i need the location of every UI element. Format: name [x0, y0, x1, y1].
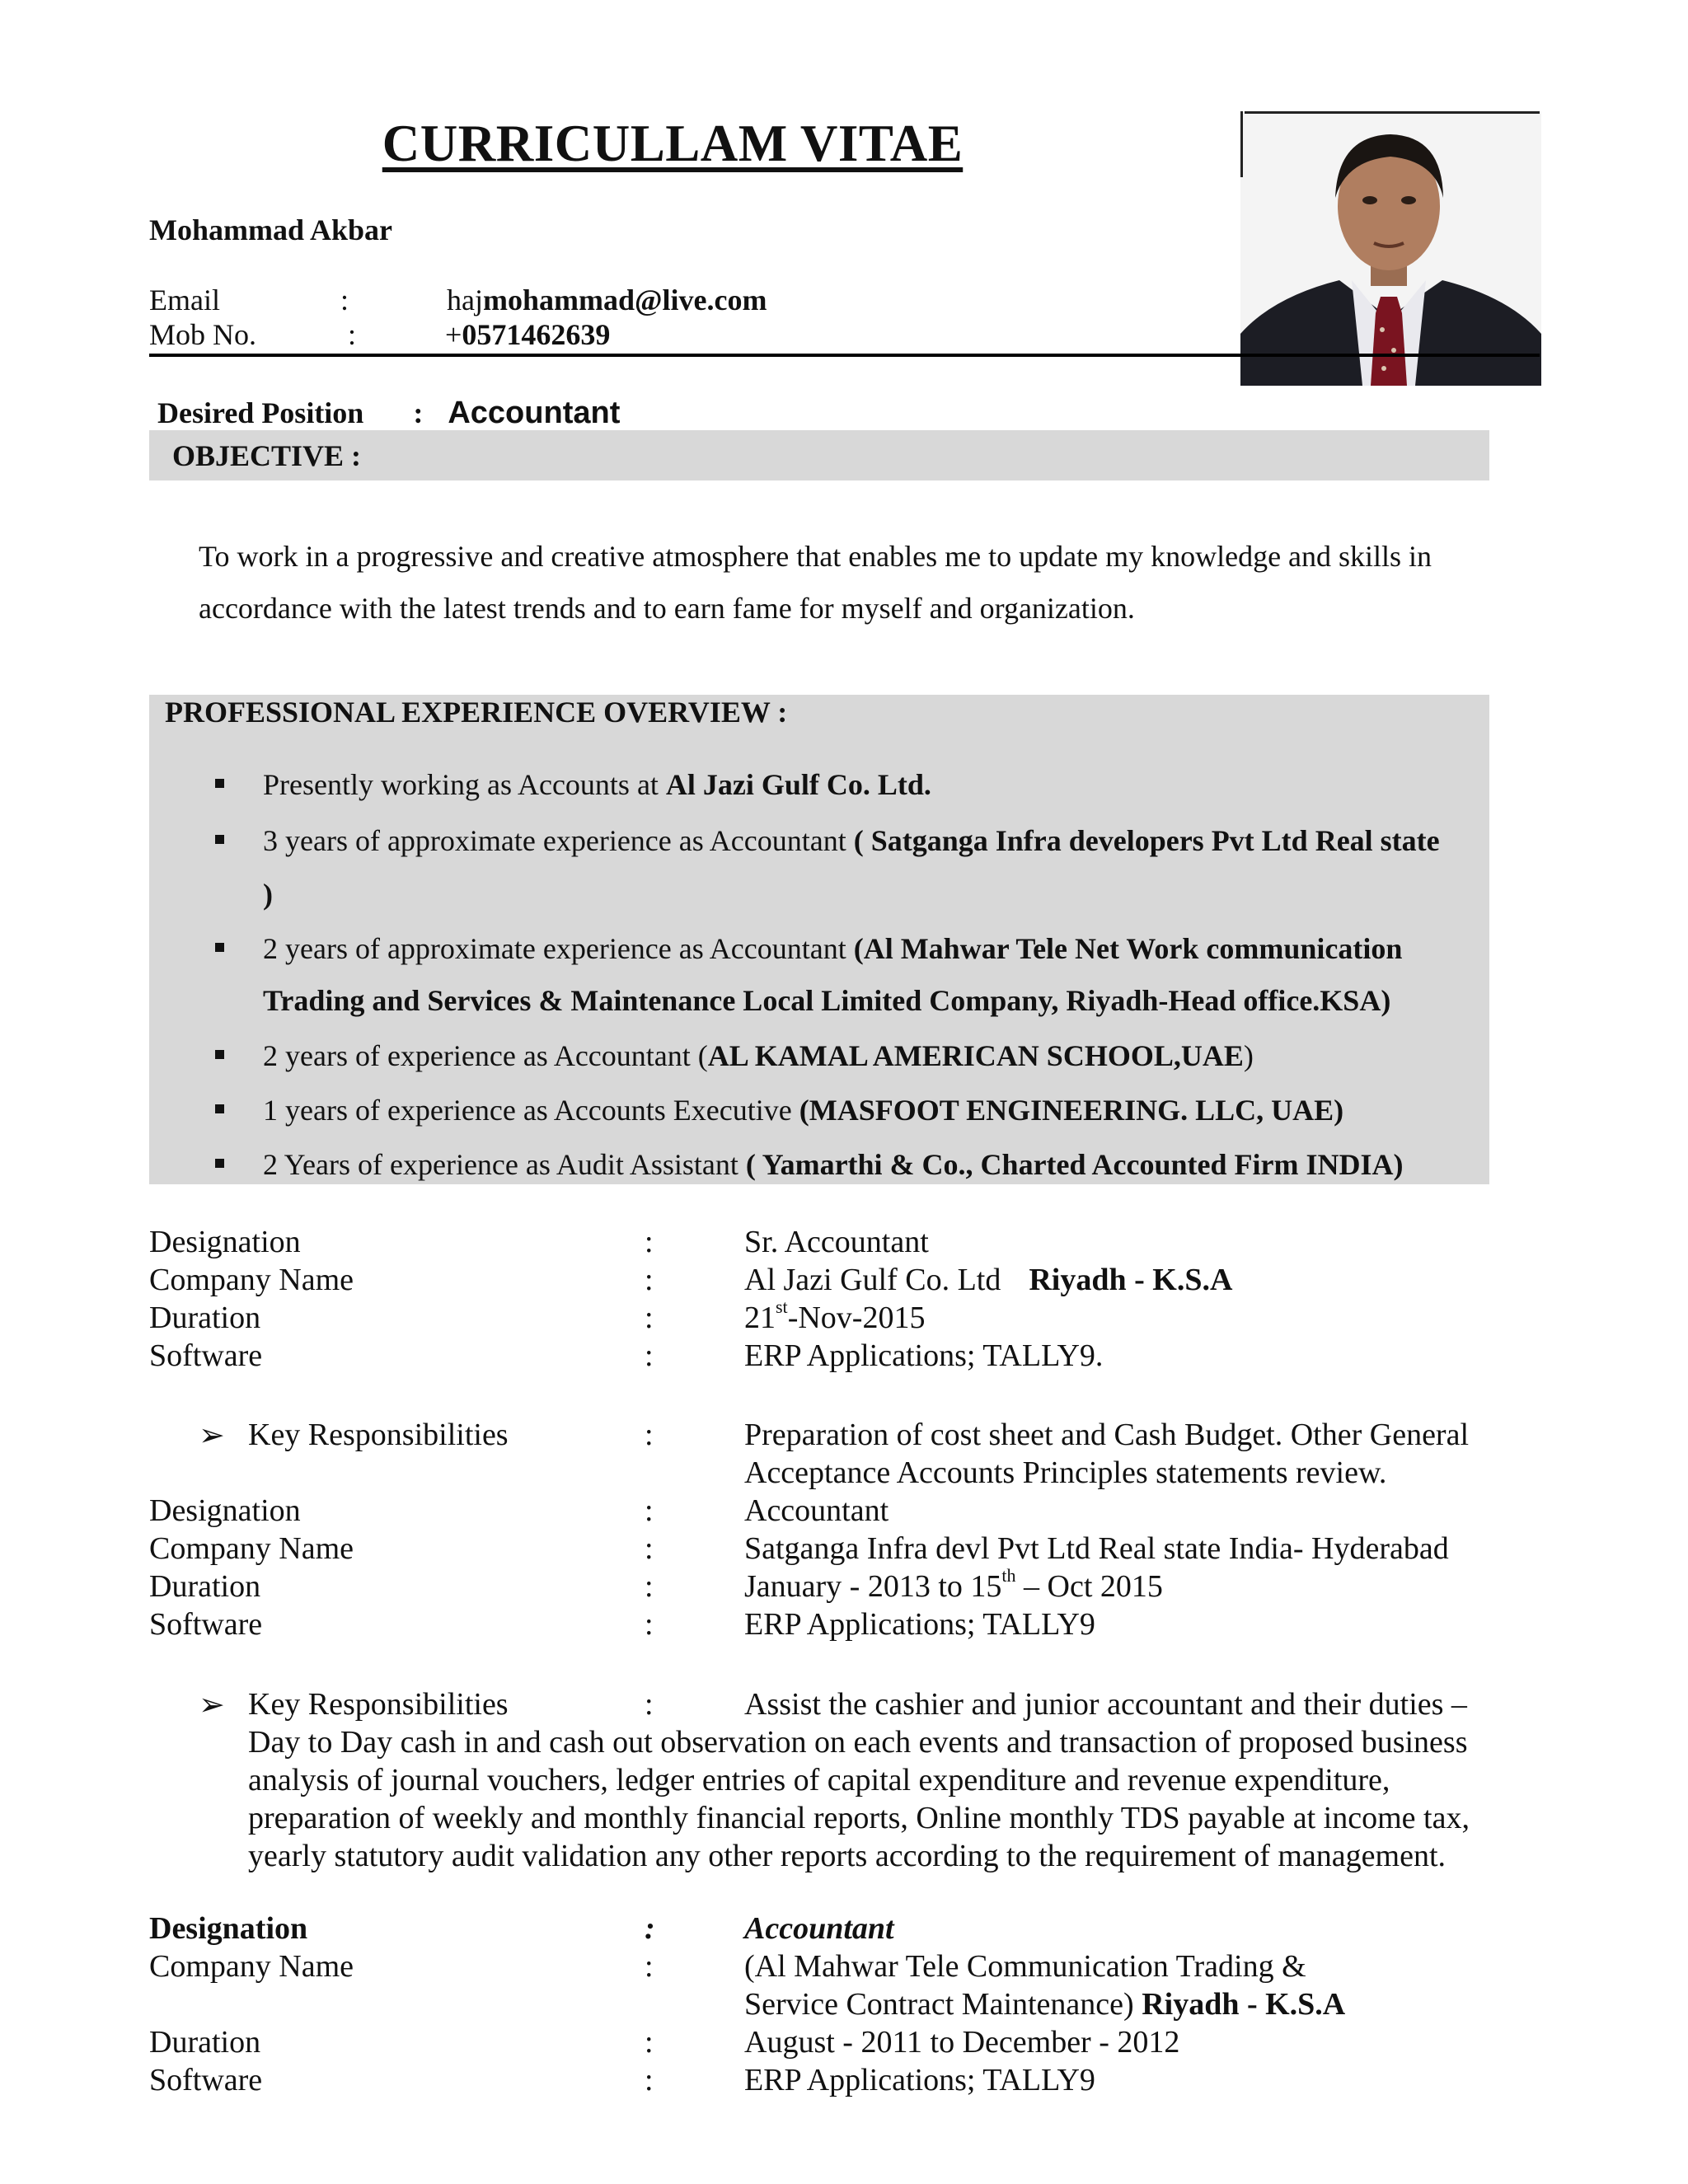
page-title: CURRICULLAM VITAE — [382, 115, 964, 172]
item-text: 2 years of experience as Accountant ( — [263, 1039, 708, 1072]
objective-header-band — [149, 430, 1489, 480]
job1-designation: Sr. Accountant — [744, 1225, 929, 1259]
objective-line-1: To work in a progressive and creative atmosphere that enables me to update my knowledge and skills in — [199, 540, 1432, 573]
item-company: (MASFOOT ENGINEERING. LLC, UAE) — [799, 1094, 1344, 1127]
email-label: Email — [149, 284, 220, 316]
objective-text — [199, 531, 1484, 635]
job3-software-colon: : — [645, 2063, 654, 2097]
arrow-bullet-icon: ➢ — [199, 1418, 225, 1453]
job1-kr-line-2: Acceptance Accounts Principles statements review. — [744, 1455, 1387, 1490]
item-text: 2 Years of experience as Audit Assistant — [263, 1148, 746, 1181]
item-text: 3 years of approximate experience as Accountant — [263, 824, 854, 857]
job2-company-label: Company Name — [149, 1531, 354, 1566]
email-colon: : — [340, 284, 349, 316]
mobile-colon: : — [348, 318, 357, 351]
job2-kr-line-4: preparation of weekly and monthly financial reports, Online monthly TDS payable at income tax, — [248, 1801, 1470, 1835]
job1-software-colon: : — [645, 1338, 654, 1373]
job1-software: ERP Applications; TALLY9. — [744, 1338, 1104, 1373]
job2-software-label: Software — [149, 1607, 263, 1642]
header-divider — [149, 354, 1540, 357]
job1-designation-colon: : — [645, 1225, 654, 1259]
job3-designation-colon: : — [645, 1911, 655, 1946]
job1-duration-suffix: st — [776, 1296, 788, 1317]
desired-position — [157, 396, 620, 431]
job1-company-name: Al Jazi Gulf Co. Ltd — [744, 1263, 1001, 1297]
item-company-cont: ) — [263, 878, 273, 911]
job2-kr-label: Key Responsibilities — [248, 1687, 509, 1722]
item-text: 2 years of approximate experience as Accountant — [263, 932, 854, 965]
mobile-value — [445, 317, 610, 352]
objective-line-2: accordance with the latest trends and to earn fame for myself and organization. — [199, 592, 1135, 625]
job2-kr-line-1: Assist the cashier and junior accountant and their duties – — [744, 1687, 1467, 1722]
job2-duration-label: Duration — [149, 1569, 261, 1604]
bullet-square-icon — [215, 835, 224, 844]
job1-duration-colon: : — [645, 1301, 654, 1335]
photo-border-left — [1240, 111, 1243, 177]
desired-position-label: Desired Position — [157, 396, 364, 429]
job2-software-colon: : — [645, 1607, 654, 1642]
bullet-square-icon — [215, 1050, 224, 1059]
job2-designation: Accountant — [744, 1493, 889, 1528]
job2-designation-colon: : — [645, 1493, 654, 1528]
experience-overview-band — [149, 695, 1489, 1184]
mobile-row — [149, 317, 809, 350]
email-value[interactable] — [447, 283, 767, 317]
job1-software-label: Software — [149, 1338, 263, 1373]
item-company-cont: Trading and Services & Maintenance Local Limited Company, Riyadh-Head office.KSA) — [263, 984, 1391, 1017]
job2-designation-label: Designation — [149, 1493, 301, 1528]
item-company: Al Jazi Gulf Co. Ltd. — [665, 768, 931, 801]
bullet-square-icon — [215, 1104, 224, 1113]
job3-duration-colon: : — [645, 2025, 654, 2060]
applicant-name: Mohammad Akbar — [149, 213, 393, 246]
job2-kr-line-5: yearly statutory audit validation any other reports according to the requirement of management. — [248, 1839, 1446, 1873]
person-portrait-icon — [1240, 111, 1541, 386]
photo-border-top — [1245, 111, 1540, 114]
job3-software: ERP Applications; TALLY9 — [744, 2063, 1095, 2097]
job2-duration — [744, 1565, 1163, 1605]
job1-kr-line-1: Preparation of cost sheet and Cash Budget. Other General — [744, 1418, 1470, 1452]
mobile-number: 0571462639 — [462, 318, 611, 351]
job1-duration-rest: -Nov-2015 — [787, 1301, 926, 1335]
mobile-label: Mob No. — [149, 318, 257, 351]
job2-duration-suffix: th — [1001, 1565, 1016, 1586]
email-row — [149, 283, 809, 316]
job2-company-colon: : — [645, 1531, 654, 1566]
arrow-bullet-icon: ➢ — [199, 1688, 225, 1722]
item-company: ( Yamarthi & Co., Charted Accounted Firm INDIA) — [745, 1148, 1404, 1181]
bullet-square-icon — [215, 1159, 224, 1168]
job1-duration-day: 21 — [744, 1301, 776, 1335]
item-company: AL KAMAL AMERICAN SCHOOL,UAE — [707, 1039, 1244, 1072]
job3-company-line-1: (Al Mahwar Tele Communication Trading & — [744, 1949, 1306, 1984]
job1-kr-colon: : — [645, 1418, 654, 1452]
job1-duration-label: Duration — [149, 1301, 261, 1335]
item-text-post: ) — [1243, 1039, 1254, 1072]
item-company: ( Satganga Infra developers Pvt Ltd Real state — [853, 824, 1440, 857]
email-domain: mohammad@live.com — [482, 284, 767, 316]
job3-software-label: Software — [149, 2063, 263, 2097]
job2-duration-colon: : — [645, 1569, 654, 1604]
job2-duration-end: – Oct 2015 — [1015, 1569, 1163, 1604]
item-text: Presently working as Accounts at — [263, 768, 666, 801]
email-prefix: haj — [447, 284, 483, 316]
bullet-square-icon — [215, 943, 224, 952]
job3-company-name: Service Contract Maintenance) — [744, 1987, 1134, 2022]
mobile-plus: + — [445, 318, 462, 351]
job3-company-colon: : — [645, 1949, 654, 1984]
job1-company — [744, 1262, 1232, 1298]
job1-kr-label: Key Responsibilities — [248, 1418, 509, 1452]
desired-position-value: Accountant — [448, 396, 621, 430]
item-company: (Al Mahwar Tele Net Work communication — [853, 932, 1403, 965]
job1-company-location: Riyadh - K.S.A — [1029, 1263, 1233, 1297]
objective-heading: OBJECTIVE : — [172, 439, 362, 472]
job1-company-label: Company Name — [149, 1263, 354, 1297]
profile-photo — [1240, 111, 1541, 386]
job1-designation-label: Designation — [149, 1225, 301, 1259]
job3-designation-label: Designation — [149, 1911, 308, 1946]
bullet-square-icon — [215, 779, 224, 788]
job3-company-location: Riyadh - K.S.A — [1142, 1987, 1346, 2022]
job1-company-colon: : — [645, 1263, 654, 1297]
job2-software: ERP Applications; TALLY9 — [744, 1607, 1095, 1642]
job3-company-line-2 — [744, 1986, 1345, 2022]
item-text: 1 years of experience as Accounts Executive — [263, 1094, 799, 1127]
job3-company-label: Company Name — [149, 1949, 354, 1984]
job2-duration-start: January - 2013 to 15 — [744, 1569, 1002, 1604]
job2-kr-line-3: analysis of journal vouchers, ledger entries of capital expenditure and revenue expenditure, — [248, 1763, 1390, 1797]
desired-position-colon: : — [413, 396, 424, 429]
job3-designation: Accountant — [744, 1911, 894, 1946]
experience-overview-heading: PROFESSIONAL EXPERIENCE OVERVIEW : — [165, 696, 788, 729]
job2-kr-colon: : — [645, 1687, 654, 1722]
job3-duration-label: Duration — [149, 2025, 261, 2060]
job2-company: Satganga Infra devl Pvt Ltd Real state India- Hyderabad — [744, 1531, 1449, 1566]
job3-duration: August - 2011 to December - 2012 — [744, 2025, 1180, 2060]
job1-duration — [744, 1296, 926, 1336]
job2-kr-line-2: Day to Day cash in and cash out observation on each events and transaction of proposed business — [248, 1725, 1468, 1760]
